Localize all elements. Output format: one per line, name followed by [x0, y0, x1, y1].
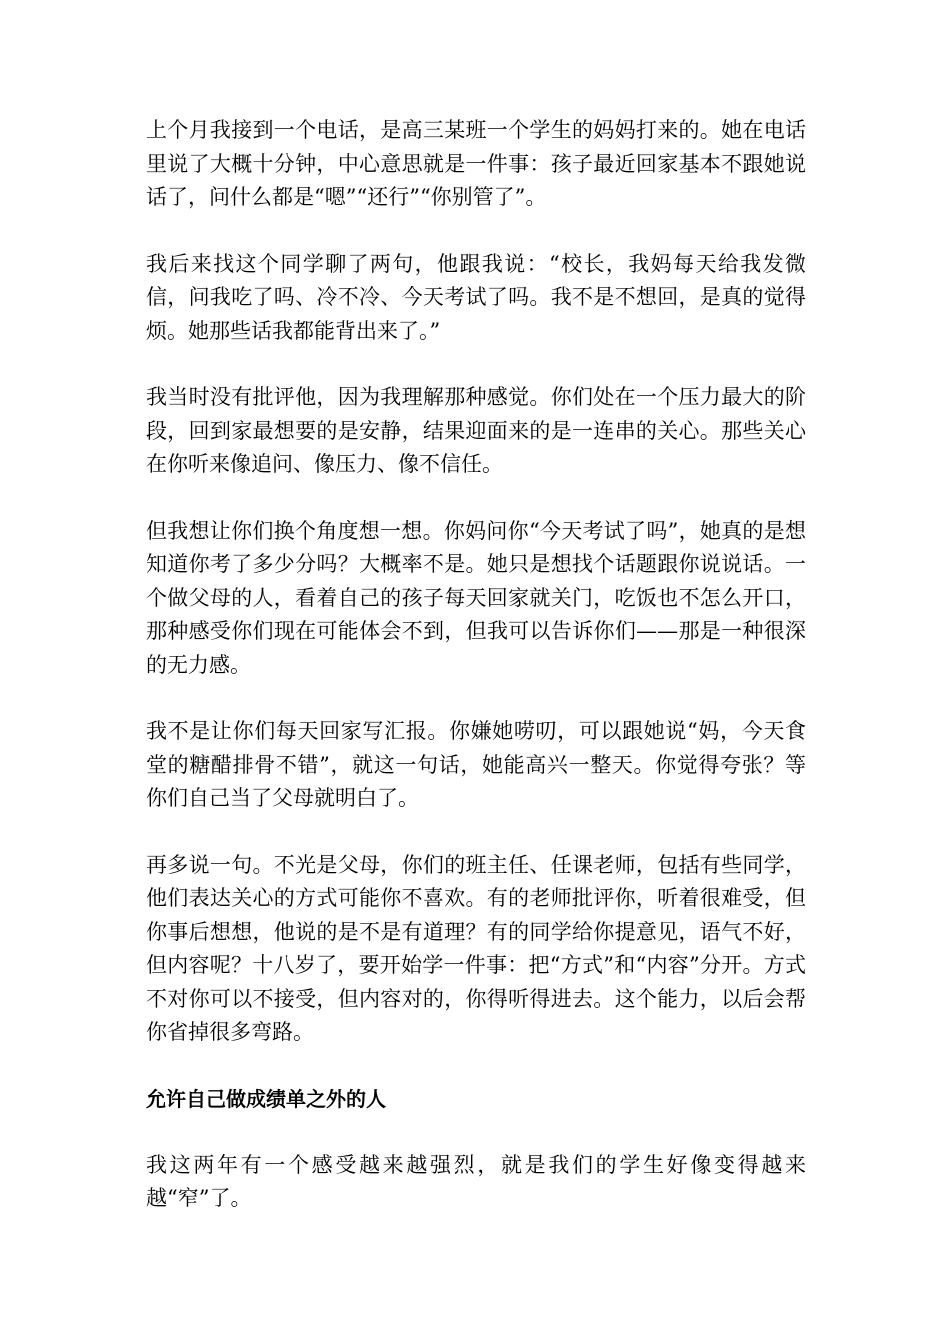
- paragraph-understanding: 我当时没有批评他，因为我理解那种感觉。你们处在一个压力最大的阶段，回到家最想要的是安静，结果迎面来的是一连串的关心。那些关心在你听来像追问、像压力、像不信任。: [146, 385, 806, 476]
- paragraph-phone-call: 上个月我接到一个电话，是高三某班一个学生的妈妈打来的。她在电话里说了大概十分钟，中心意思就是一件事：孩子最近回家基本不跟她说话了，问什么都是“嗯”“还行”“你别管了”。: [146, 118, 806, 209]
- paragraph-narrow-students: 我这两年有一个感受越来越强烈，就是我们的学生好像变得越来越“窄”了。: [146, 1152, 806, 1210]
- document-page: [146, 114, 806, 1249]
- section-heading: 允许自己做成绩单之外的人: [146, 1086, 386, 1111]
- paragraph-student-talk: 我后来找这个同学聊了两句，他跟我说：“校长，我妈每天给我发微信，问我吃了吗、冷不冷、今天考试了吗。我不是不想回，是真的觉得烦。她那些话我都能背出来了。”: [146, 251, 806, 343]
- paragraph-one-more-word: 再多说一句。不光是父母，你们的班主任、任课老师，包括有些同学，他们表达关心的方式可能你不喜欢。有的老师批评你，听着很难受，但你事后想想，他说的是不是有道理？有的同学给你提意见，语气不好，但内容呢？十八岁了，要开始学一件事：把“方式”和“内容”分开。方式不对你可以不接受，但内容对的，你得听得进去。这个能力，以后会帮你省掉很多弯路。: [146, 852, 806, 1044]
- paragraph-not-report: 我不是让你们每天回家写汇报。你嫌她唠叨，可以跟她说“妈，今天食堂的糖醋排骨不错”，就这一句话，她能高兴一整天。你觉得夸张？等你们自己当了父母就明白了。: [146, 719, 806, 810]
- paragraph-another-angle: 但我想让你们换个角度想一想。你妈问你“今天考试了吗”，她真的是想知道你考了多少分吗？大概率不是。她只是想找个话题跟你说说话。一个做父母的人，看着自己的孩子每天回家就关门，吃饭也不怎么开口，那种感受你们现在可能体会不到，但我可以告诉你们——那是一种很深的无力感。: [146, 518, 806, 677]
